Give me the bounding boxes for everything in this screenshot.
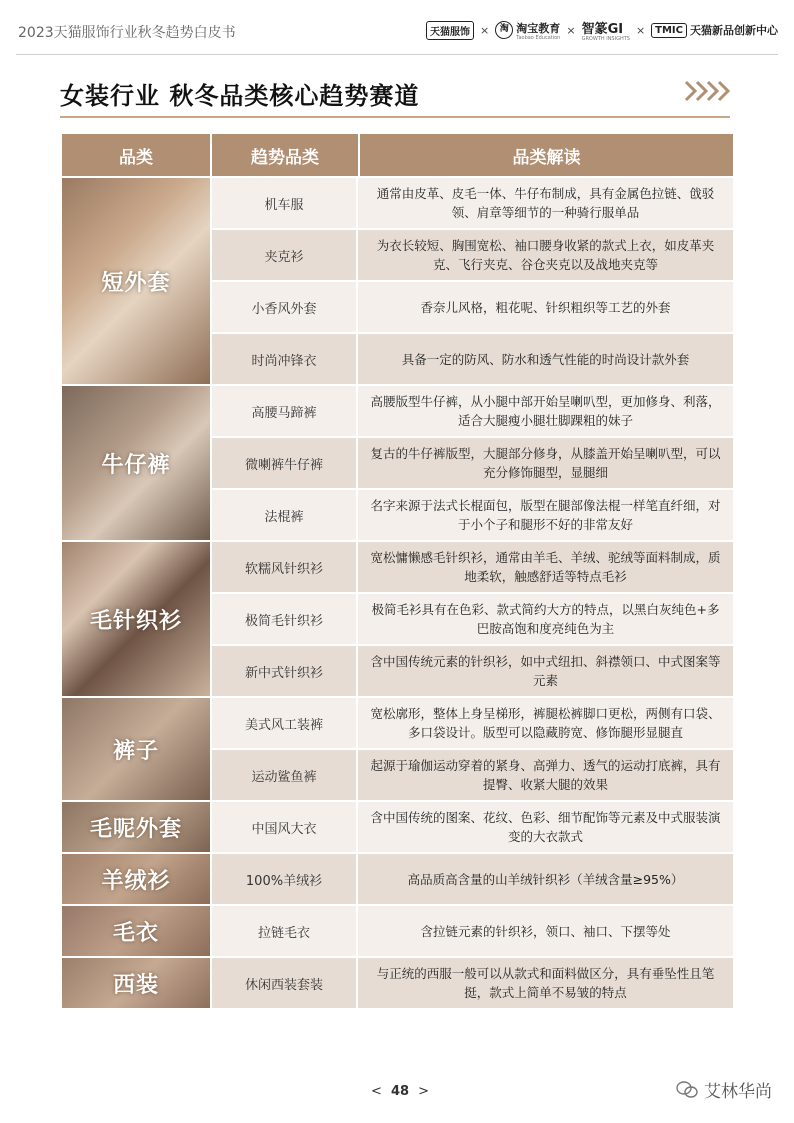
table-row <box>212 906 733 958</box>
chevrons-icon <box>684 78 730 104</box>
trend-name: 微喇裤牛仔裤 <box>212 438 358 488</box>
table-row <box>212 282 733 334</box>
table-row <box>212 490 733 542</box>
page-number: < 48 > <box>370 1084 430 1099</box>
trend-name: 软糯风针织衫 <box>212 542 358 592</box>
doc-title: 2023天猫服饰行业秋冬趋势白皮书 <box>18 25 236 41</box>
trend-name: 高腰马蹄裤 <box>212 386 358 436</box>
trend-description: 为衣长较短、胸围宽松、袖口腰身收紧的款式上衣，如皮革夹克、飞行夹克、谷仓夹克以及战地夹克等 <box>376 238 715 272</box>
trend-description: 具备一定的防风、防水和透气性能的时尚设计款外套 <box>401 351 690 367</box>
wechat-icon <box>676 1081 698 1099</box>
trend-description: 复古的牛仔裤版型，大腿部分修身，从膝盖开始呈喇叭型，可以充分修饰腿型，显腿细 <box>370 446 721 480</box>
separator: × <box>566 23 576 37</box>
category-cell <box>62 178 210 386</box>
table-row <box>212 386 733 438</box>
trend-name: 法棍裤 <box>212 490 358 540</box>
trend-description: 与正统的西服一般可以从款式和面料做区分，具有垂坠性且笔挺，款式上简单不易皱的特点 <box>376 966 715 1000</box>
category-label: 毛呢外套 <box>89 816 182 842</box>
table-row <box>212 698 733 750</box>
category-cell <box>62 958 210 1010</box>
category-cell <box>62 542 210 698</box>
zhizhuan-logo: 智篆GI GROWTH INSIGHTS <box>581 22 630 42</box>
table-row <box>212 750 733 802</box>
trend-description: 宽松慵懒感毛针织衫，通常由羊毛、羊绒、驼绒等面料制成，质地柔软，触感舒适等特点毛衫 <box>370 550 721 584</box>
category-cell <box>62 854 210 906</box>
category-label: 羊绒衫 <box>101 868 171 894</box>
separator: × <box>635 23 646 37</box>
category-label: 毛衣 <box>112 920 159 946</box>
trend-description: 极简毛衫具有在色彩、款式简约大方的特点，以黑白灰纯色+多巴胺高饱和度亮纯色为主 <box>371 602 720 636</box>
trend-name: 拉链毛衣 <box>212 906 358 956</box>
trend-description: 高腰版型牛仔裤，从小腿中部开始呈喇叭型，更加修身、利落，适合大腿瘦小腿壮脚踝粗的妹子 <box>370 394 721 428</box>
category-label: 牛仔裤 <box>101 452 171 478</box>
trend-name: 夹克衫 <box>212 230 358 280</box>
header-trend: 趋势品类 <box>212 134 360 176</box>
taobao-education-logo: 淘 淘宝教育 Taobao Education <box>495 20 560 41</box>
table-row <box>212 542 733 594</box>
trend-description: 高品质高含量的山羊绒针织衫（羊绒含量≥95%） <box>407 871 684 887</box>
page-title: 女装行业 秋冬品类核心趋势赛道 <box>60 82 420 110</box>
separator: × <box>480 23 490 37</box>
header-description: 品类解读 <box>360 134 733 176</box>
trend-description: 含中国传统元素的针织衫，如中式纽扣、斜襟领口、中式图案等元素 <box>370 654 721 688</box>
trend-description: 起源于瑜伽运动穿着的紧身、高弹力、透气的运动打底裤，具有提臀、收紧大腿的效果 <box>370 758 721 792</box>
trend-name: 小香风外套 <box>212 282 358 332</box>
trend-name: 100%羊绒衫 <box>212 854 358 904</box>
category-cell <box>62 906 210 958</box>
table-row <box>212 646 733 698</box>
tmic-logo: TMIC 天猫新品创新中心 <box>651 22 778 38</box>
category-cell <box>62 802 210 854</box>
table-row <box>212 854 733 906</box>
table-row <box>212 958 733 1010</box>
trend-name: 休闲西装套装 <box>212 958 358 1008</box>
trend-name: 运动鲨鱼裤 <box>212 750 358 800</box>
table-row <box>212 230 733 282</box>
trend-description: 香奈儿风格，粗花呢、针织粗织等工艺的外套 <box>420 299 671 315</box>
tmall-fashion-logo: 天猫服饰 <box>426 21 474 40</box>
category-label: 西装 <box>112 972 159 998</box>
wechat-brand: 艾林华尚 <box>676 1077 772 1102</box>
category-label: 裤子 <box>112 738 159 764</box>
table-row <box>212 438 733 490</box>
trend-name: 新中式针织衫 <box>212 646 358 696</box>
header-category: 品类 <box>62 134 212 176</box>
top-divider <box>16 54 778 55</box>
trend-description: 含中国传统的图案、花纹、色彩、细节配饰等元素及中式服装演变的大衣款式 <box>370 810 721 844</box>
table-row <box>212 594 733 646</box>
category-label: 短外套 <box>101 270 171 296</box>
top-bar <box>0 0 794 56</box>
trend-description: 名字来源于法式长棍面包，版型在腿部像法棍一样笔直纤细，对于小个子和腿形不好的非常友好 <box>370 498 721 532</box>
trend-name: 时尚冲锋衣 <box>212 334 358 384</box>
table-row <box>212 334 733 386</box>
category-label: 毛针织衫 <box>89 608 182 634</box>
trend-name: 极简毛针织衫 <box>212 594 358 644</box>
trend-name: 美式风工装裤 <box>212 698 358 748</box>
taobao-icon: 淘 <box>495 21 513 39</box>
table-row <box>212 802 733 854</box>
trend-description: 通常由皮革、皮毛一体、牛仔布制成，具有金属色拉链、戗驳领、肩章等细节的一种骑行服单品 <box>376 186 715 220</box>
category-cell <box>62 698 210 802</box>
category-cell <box>62 386 210 542</box>
trend-name: 中国风大衣 <box>212 802 358 852</box>
partner-logos <box>426 18 778 42</box>
trend-description: 宽松廓形，整体上身呈梯形，裤腿松裤脚口更松，两侧有口袋、多口袋设计。版型可以隐藏胯宽、修饰腿形显腿直 <box>370 706 721 740</box>
trend-description: 含拉链元素的针织衫，领口、袖口、下摆等处 <box>420 923 671 939</box>
title-divider <box>60 116 730 118</box>
trend-name: 机车服 <box>212 178 358 228</box>
table-row <box>212 178 733 230</box>
